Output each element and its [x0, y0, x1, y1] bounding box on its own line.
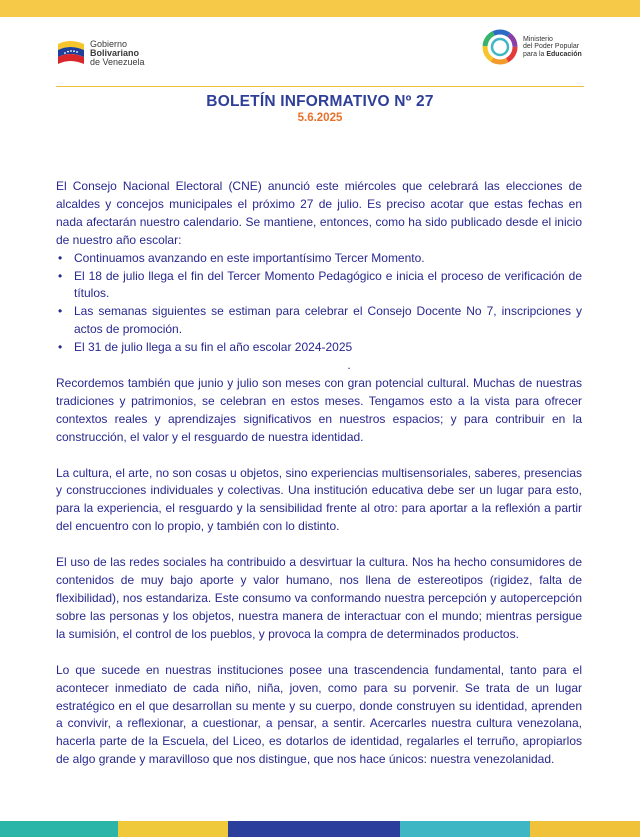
bottom-color-band — [0, 821, 640, 837]
paragraph-3: La cultura, el arte, no son cosas u objetos, sino experiencias multisensoriales, saberes, presencias y construcciones individuales y colectivas. Una institución educativa debe ser un lugar para esto, para la experiencia, el resguardo y la sensibilidad frente al otro: para aportar a la reflexión a partir del encuentro con lo propio, y también con lo distinto. — [56, 465, 582, 534]
list-item: • El 31 de julio llega a su fin el año escolar 2024-2025 — [74, 339, 582, 357]
bulletin-title: BOLETÍN INFORMATIVO Nº 27 — [206, 93, 434, 110]
paragraph-5: Lo que sucede en nuestras instituciones posee una trascendencia fundamental, tanto para el acontecer inmediato de cada niño, niña, joven, como para su porvenir. Se trata de un lugar estratégico en el que desarrollan su mente y su cuerpo, donde construyen su identidad, aprenden a convivir, a reflexionar, a cuestionar, a pensar, a sentir. Acercarles nuestra cultura venezolana, hacerla parte de la Escuela, del Liceo, es dotarlos de identidad, regalarles el terruño, apropiarlos de algo grande y maravilloso que nos distingue, que nos hace únicos: nuestra venezolanidad. — [56, 662, 582, 767]
ministry-logo-line2: del Poder Popular — [523, 43, 580, 51]
gov-logo-line3: de Venezuela — [90, 56, 145, 67]
bulletin-date: 5.6.2025 — [297, 112, 343, 124]
venezuela-flag-icon — [56, 36, 86, 70]
separator-dot: . — [347, 358, 351, 373]
top-yellow-band — [0, 0, 640, 17]
list-item: • Las semanas siguientes se estiman para celebrar el Consejo Docente No 7, inscripciones y actos de promoción. — [74, 303, 582, 339]
calendar-bullet-list — [56, 250, 582, 357]
paragraph-2: Recordemos también que junio y julio son meses con gran potencial cultural. Muchas de nuestras tradiciones y patrimonios, se celebran en estos meses. Tengamos esto a la vista para ofrecer contextos reales y aprendizajes significativos en nuestros espacios; y para contribuir en la construcción, el valor y el resguardo de nuestra identidad. — [56, 375, 582, 444]
paragraph-4: El uso de las redes sociales ha contribuido a desvirtuar la cultura. Nos ha hecho consumidores de contenidos de muy bajo aporte y valor humano, nos llena de estereotipos (rigidez, falta de flexibilidad), nos estandariza. Este consumo va conformando nuestra percepción y autopercepción sobre las personas y los objetos, nuestra manera de interactuar con el mundo; mientras persigue la sumisión, el control de los pueblos, y provoca la compra de determinados productos. — [56, 555, 582, 641]
gov-logo-line2: Bolivariano — [90, 47, 140, 58]
ministry-logo-line3-prefix: para la — [523, 50, 547, 58]
ministry-logo-line3-bold: Educación — [546, 50, 582, 58]
gov-logo-line1: Gobierno — [90, 38, 128, 49]
bulletin-body — [56, 178, 582, 769]
list-item: • Continuamos avanzando en este importantísimo Tercer Momento. — [74, 250, 582, 268]
ministerio-educacion-logo — [482, 29, 582, 65]
paragraph-1: El Consejo Nacional Electoral (CNE) anunció este miércoles que celebrará las elecciones de alcaldes y concejos municipales el próximo 27 de julio. Es preciso acotar que estas fechas en nada afectarán nuestro calendario. Se mantiene, entonces, como ha sido publicado desde el inicio de nuestro año escolar: — [56, 179, 582, 247]
ministry-logo-line1: Ministerio — [523, 35, 553, 43]
list-item: • El 18 de julio llega el fin del Tercer Momento Pedagógico e inicia el proceso de verificación de títulos. — [74, 268, 582, 304]
ministry-circle-emblem-icon — [482, 29, 518, 65]
gobierno-bolivariano-logo — [56, 36, 145, 70]
header-divider — [56, 86, 584, 87]
